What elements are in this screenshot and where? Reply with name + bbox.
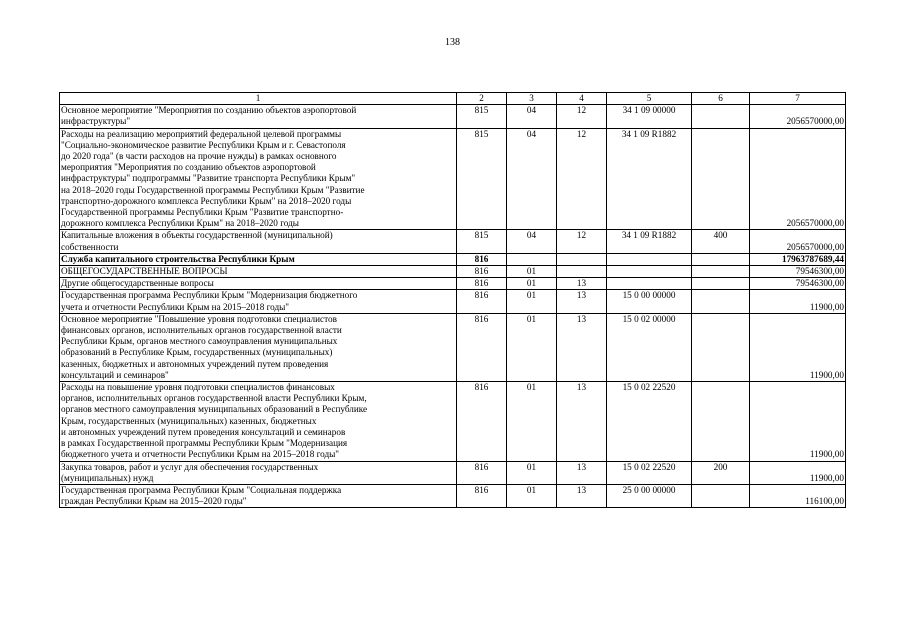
row-name-cell: Служба капитального строительства Республики Крым [60,253,457,265]
expense-type-cell [692,266,750,278]
subsection-cell: 12 [557,105,607,128]
subsection-cell: 12 [557,230,607,253]
amount-cell: 2056570000,00 [750,105,846,128]
table-row [60,313,846,381]
target-article-cell: 15 0 02 22520 [607,382,692,461]
column-header: 6 [692,93,750,105]
expense-type-cell [692,278,750,290]
amount-cell: 11900,00 [750,382,846,461]
row-name-cell: Другие общегосударственные вопросы [60,278,457,290]
row-name-cell: Закупка товаров, работ и услуг для обеспечения государственных (муниципальных) нужд [60,461,457,484]
amount-cell: 79546300,00 [750,278,846,290]
expense-type-cell [692,290,750,313]
expense-type-cell [692,105,750,128]
row-name-cell: Капитальные вложения в объекты государственной (муниципальной) собственности [60,230,457,253]
table-row [60,484,846,507]
target-article-cell: 15 0 02 00000 [607,313,692,381]
column-header: 7 [750,93,846,105]
column-header: 2 [457,93,507,105]
code-cell: 815 [457,105,507,128]
table-header-row [60,93,846,105]
amount-cell: 2056570000,00 [750,128,846,230]
table-row [60,230,846,253]
table-row [60,128,846,230]
expense-type-cell [692,313,750,381]
row-name-cell: Расходы на повышение уровня подготовки специалистов финансовых органов, исполнительных органов государственной власти Республики Крым, органов местного самоуправления муниципальных образований в Республике Крым, государственных (муниципальных) казенных, бюджетных и автономных учреждений путем проведения консультаций и семинаров в рамках Государственной программы Республики Крым "Модернизация бюджетного учета и отчетности Республики Крым на 2015–2018 годы" [60,382,457,461]
subsection-cell: 13 [557,382,607,461]
code-cell: 815 [457,230,507,253]
subsection-cell: 13 [557,290,607,313]
code-cell: 816 [457,461,507,484]
section-cell: 01 [507,290,557,313]
budget-table [59,92,846,508]
expense-type-cell [692,484,750,507]
target-article-cell [607,266,692,278]
section-cell: 01 [507,484,557,507]
column-header: 3 [507,93,557,105]
section-cell: 01 [507,266,557,278]
expense-type-cell: 200 [692,461,750,484]
target-article-cell: 34 1 09 R1882 [607,230,692,253]
target-article-cell: 34 1 09 R1882 [607,128,692,230]
subsection-cell: 13 [557,278,607,290]
subsection-cell [557,253,607,265]
row-name-cell: Основное мероприятие "Повышение уровня подготовки специалистов финансовых органов, исполнительных органов государственной власти Республики Крым, органов местного самоуправления муниципальных образований в Республике Крым, государственных (муниципальных) казенных, бюджетных и автономных учреждений путем проведения консультаций и семинаров" [60,313,457,381]
amount-cell: 17963787689,44 [750,253,846,265]
target-article-cell [607,278,692,290]
row-name-cell: Расходы на реализацию мероприятий федеральной целевой программы "Социально-экономическое развитие Республики Крым и г. Севастополя до 2020 года" (в части расходов на прочие нужды) в рамках основного мероприятия "Мероприятия по созданию объектов аэропортовой инфраструктуры" подпрограммы "Развитие транспорта Республики Крым" на 2018–2020 годы Государственной программы Республики Крым "Развитие транспортно-дорожного комплекса Республики Крым" на 2018–2020 годы Государственной программы Республики Крым "Развитие транспортно- дорожного комплекса Республики Крым" на 2018–2020 годы [60,128,457,230]
column-header: 1 [60,93,457,105]
table-row [60,105,846,128]
code-cell: 816 [457,290,507,313]
subsection-cell [557,266,607,278]
column-header: 4 [557,93,607,105]
row-name-cell: ОБЩЕГОСУДАРСТВЕННЫЕ ВОПРОСЫ [60,266,457,278]
expense-type-cell [692,128,750,230]
expense-type-cell: 400 [692,230,750,253]
target-article-cell: 15 0 00 00000 [607,290,692,313]
section-cell: 04 [507,105,557,128]
code-cell: 816 [457,484,507,507]
row-name-cell: Государственная программа Республики Крым "Социальная поддержка граждан Республики Крым на 2015–2020 годы" [60,484,457,507]
expense-type-cell [692,382,750,461]
section-cell: 01 [507,313,557,381]
section-cell: 01 [507,382,557,461]
amount-cell: 116100,00 [750,484,846,507]
target-article-cell: 25 0 00 00000 [607,484,692,507]
page-number: 138 [445,37,460,48]
amount-cell: 2056570000,00 [750,230,846,253]
code-cell: 816 [457,313,507,381]
code-cell: 816 [457,278,507,290]
table-row [60,382,846,461]
code-cell: 816 [457,253,507,265]
subsection-cell: 13 [557,313,607,381]
code-cell: 816 [457,382,507,461]
section-cell: 01 [507,461,557,484]
target-article-cell [607,253,692,265]
expense-type-cell [692,253,750,265]
section-cell: 01 [507,278,557,290]
amount-cell: 11900,00 [750,313,846,381]
subsection-cell: 12 [557,128,607,230]
subsection-cell: 13 [557,461,607,484]
table-row [60,290,846,313]
table-row [60,461,846,484]
table-row [60,278,846,290]
section-cell [507,253,557,265]
target-article-cell: 34 1 09 00000 [607,105,692,128]
section-cell: 04 [507,230,557,253]
amount-cell: 79546300,00 [750,266,846,278]
section-cell: 04 [507,128,557,230]
column-header: 5 [607,93,692,105]
amount-cell: 11900,00 [750,290,846,313]
code-cell: 815 [457,128,507,230]
code-cell: 816 [457,266,507,278]
target-article-cell: 15 0 02 22520 [607,461,692,484]
subsection-cell: 13 [557,484,607,507]
row-name-cell: Основное мероприятие "Мероприятия по созданию объектов аэропортовой инфраструктуры" [60,105,457,128]
amount-cell: 11900,00 [750,461,846,484]
table-row [60,266,846,278]
row-name-cell: Государственная программа Республики Крым "Модернизация бюджетного учета и отчетности Республики Крым на 2015–2018 годы" [60,290,457,313]
table-row [60,253,846,265]
